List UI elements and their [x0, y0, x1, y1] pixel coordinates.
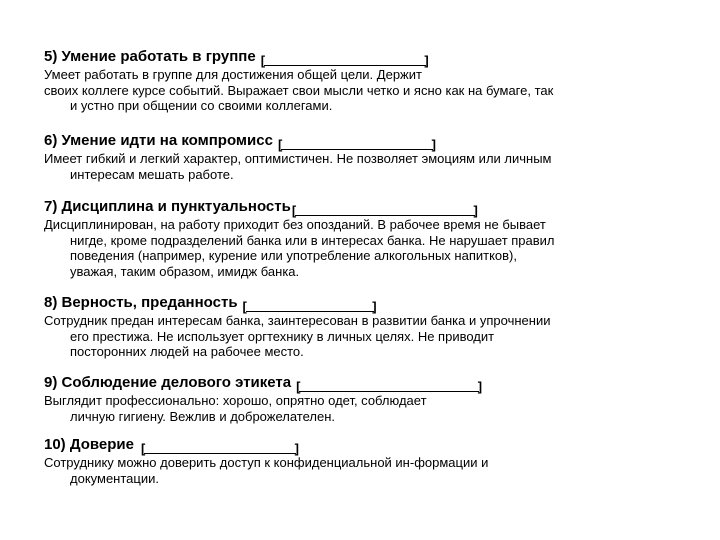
section-5-description [44, 67, 684, 114]
section-10-description [44, 455, 684, 486]
section-7 [44, 198, 684, 279]
section-5-title: 5) Умение работать в группе [44, 48, 256, 65]
section-10-rating-blank[interactable]: [ ] [144, 438, 296, 454]
section-7-line-3: поведения (например, курение или употребление алкогольных напитков), [70, 248, 517, 263]
section-7-line-1: Дисциплинирован, на работу приходит без опозданий. В рабочее время не бывает [44, 217, 546, 232]
section-8-title: 8) Верность, преданность [44, 294, 238, 311]
section-5-line-2: своих коллеге курсе событий. Выражает свои мысли четко и ясно как на бумаге, так [44, 82, 554, 98]
section-5-line-3: и устно при общении со своими коллегами. [70, 98, 333, 113]
section-10-title: 10) Доверие [44, 436, 134, 453]
section-7-title: 7) Дисциплина и пунктуальность [44, 198, 291, 215]
section-7-description [44, 217, 684, 279]
section-10 [44, 436, 684, 486]
section-9-line-1: Выглядит профессионально: хорошо, опрятно одет, соблюдает [44, 393, 427, 408]
section-5-line-1: Умеет работать в группе для достижения общей цели. Держит [44, 67, 422, 82]
section-6-line-2: интересам мешать работе. [70, 166, 234, 182]
section-8-rating-blank[interactable]: [ ] [246, 296, 374, 312]
section-8-line-3: посторонних людей на рабочее место. [70, 344, 304, 359]
section-7-heading [44, 198, 684, 216]
section-8-heading [44, 294, 684, 312]
section-6 [44, 132, 684, 182]
section-10-line-2: документации. [70, 470, 159, 486]
section-9 [44, 374, 684, 424]
section-10-heading [44, 436, 684, 454]
section-8 [44, 294, 684, 360]
section-7-line-4: уважая, таким образом, имидж банка. [70, 263, 300, 279]
section-5-heading [44, 48, 684, 66]
section-9-rating-blank[interactable]: [ ] [299, 376, 479, 392]
section-6-title: 6) Умение идти на компромисс [44, 132, 273, 149]
section-9-description [44, 393, 684, 424]
section-8-line-1: Сотрудник предан интересам банка, заинтересован в развитии банка и упрочнении [44, 313, 551, 328]
section-8-description [44, 313, 684, 360]
section-6-description [44, 151, 684, 182]
section-7-line-2: нигде, кроме подразделений банка или в интересах банка. Не нарушает правил [70, 232, 555, 248]
section-6-line-1: Имеет гибкий и легкий характер, оптимистичен. Не позволяет эмоциям или личным [44, 151, 552, 166]
section-7-rating-blank[interactable]: [ ] [295, 200, 475, 216]
section-9-line-2: личную гигиену. Вежлив и доброжелателен. [70, 408, 336, 424]
section-9-heading [44, 374, 684, 392]
section-8-line-2: его престижа. Не использует оргтехнику в личных целях. Не приводит [70, 328, 495, 344]
section-6-heading [44, 132, 684, 150]
section-10-line-1: Сотруднику можно доверить доступ к конфиденциальной ин-формации и [44, 455, 489, 470]
section-5 [44, 48, 684, 114]
section-5-rating-blank[interactable]: [ ] [264, 50, 426, 66]
section-9-title: 9) Соблюдение делового этикета [44, 374, 292, 391]
section-6-rating-blank[interactable]: [ ] [281, 134, 433, 150]
